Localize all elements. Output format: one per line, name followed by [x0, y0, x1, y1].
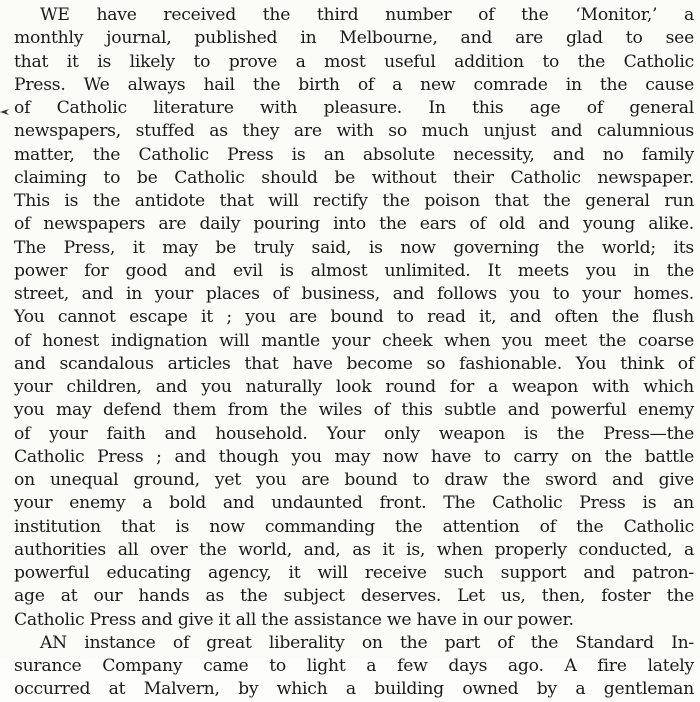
text-line: Catholic Press and give it all the assistance we have in our power. [14, 609, 574, 630]
text-line: WE have received the third number of the ‘Monitor,’ a [40, 5, 694, 25]
text-line: and scandalous articles that have become so fashionable. You think of [14, 353, 694, 374]
paragraph-catholic-press [14, 4, 694, 632]
text-line: occurred at Malvern, by which a building owned by a gentleman [14, 679, 694, 700]
text-line: newspapers, stuffed as they are with so much unjust and calumnious [14, 121, 694, 142]
text-line: that it is likely to prove a most useful addition to the Catholic [14, 51, 694, 72]
text-line: institution that is now commanding the attention of the Catholic [14, 516, 694, 537]
text-line: The Press, it may be truly said, is now governing the world; its [14, 237, 694, 258]
text-line: street, and in your places of business, and follows you to your homes. [14, 284, 694, 304]
text-line: authorities all over the world, and, as it is, when properly conducted, a [14, 539, 694, 560]
text-line: of Catholic literature with pleasure. In this age of general [14, 98, 694, 118]
text-line: powerful educating agency, it will receive such support and patron- [14, 563, 694, 583]
text-line: your enemy a bold and undaunted front. The Catholic Press is an [14, 493, 694, 514]
text-line: monthly journal, published in Melbourne, and are glad to see [14, 28, 694, 49]
text-line: claiming to be Catholic should be without their Catholic newspaper. [14, 167, 694, 188]
text-line: Catholic Press ; and though you may now have to carry on the battle [14, 446, 694, 467]
text-line: on unequal ground, yet you are bound to draw the sword and give [14, 470, 694, 490]
text-line: You cannot escape it ; you are bound to read it, and often the flush [14, 307, 694, 328]
text-line: Press. We always hail the birth of a new comrade in the cause [14, 74, 694, 95]
text-line: of honest indignation will mantle your cheek when you meet the coarse [14, 330, 694, 351]
article-body [14, 4, 694, 702]
text-line: matter, the Catholic Press is an absolute necessity, and no family [14, 144, 694, 165]
margin-arrow-mark [0, 108, 10, 116]
text-line: of newspapers are daily pouring into the ears of old and young alike. [14, 214, 694, 235]
text-line: surance Company came to light a few days ago. A fire lately [14, 656, 694, 676]
paragraph-standard-insurance [14, 632, 694, 702]
text-line: AN instance of great liberality on the part of the Standard In- [40, 632, 694, 653]
text-line: your children, and you naturally look round for a weapon with which [14, 377, 694, 397]
text-line: you may defend them from the wiles of this subtle and powerful enemy [14, 400, 694, 421]
text-line: of your faith and household. Your only weapon is the Press—the [14, 423, 694, 444]
text-line: This is the antidote that will rectify the poison that the general run [14, 191, 694, 211]
text-line: power for good and evil is almost unlimited. It meets you in the [14, 260, 694, 281]
text-line: age at our hands as the subject deserves. Let us, then, foster the [14, 586, 694, 607]
